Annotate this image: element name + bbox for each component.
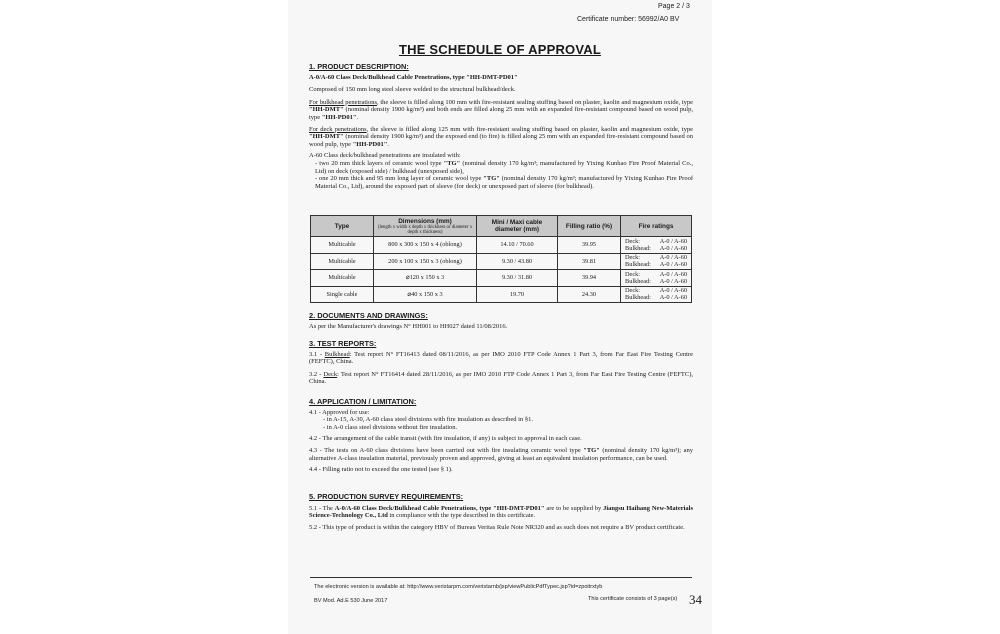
section-heading: 4. APPLICATION / LIMITATION: bbox=[309, 397, 417, 406]
section-heading: 3. TEST REPORTS: bbox=[309, 339, 377, 348]
inline-label: Bulkhead bbox=[324, 350, 350, 358]
cell-diameter: 9.30 / 31.80 bbox=[477, 270, 558, 287]
header-diameter: Mini / Maxi cable diameter (mm) bbox=[477, 216, 558, 237]
inline-text: 5.1 - The bbox=[309, 504, 335, 512]
header-fire-ratings: Fire ratings bbox=[621, 216, 692, 237]
inline-text: 4.3 - The tests on A-60 class divisions have been carried out with fire insulating ceramic wool type bbox=[309, 446, 584, 454]
fire-rating-deck bbox=[621, 254, 691, 261]
inline-bold: A-0/A-60 Class Deck/Bulkhead Cable Penetrations, type "HH-DMT-PD01" bbox=[334, 504, 545, 512]
section-test-reports bbox=[309, 340, 693, 386]
inline-label: For deck penetrations bbox=[309, 125, 367, 133]
rating-value: A-0 / A-60 bbox=[659, 237, 687, 245]
rating-value: A-0 / A-60 bbox=[659, 261, 687, 269]
rating-label: Deck: bbox=[625, 287, 641, 295]
inline-text: , the sleeve is filled along 100 mm with fire-resistant sealing stuffing based on plaster, kaolin and magnesium oxide, type bbox=[377, 98, 693, 106]
inline-text: , the sleeve is filled along 125 mm with fire-resistant sealing stuffing based on plaster, kaolin and magnesium oxide, type bbox=[366, 125, 693, 133]
insulation-item bbox=[309, 175, 693, 190]
footer-divider bbox=[310, 577, 692, 578]
header-dimensions-label: Dimensions (mm) bbox=[398, 217, 452, 225]
rating-value: A-0 / A-60 bbox=[659, 244, 687, 252]
bulkhead-paragraph bbox=[309, 99, 693, 122]
inline-text: 3.1 - bbox=[309, 350, 325, 358]
table-row bbox=[311, 270, 692, 287]
table-row bbox=[311, 286, 692, 303]
inline-text: (nominal density 170 kg/m³; manufactured by Yixing Kunhao Fire Proof Material Co., Ltd) on deck (exposed side) / bulkhead (unexposed side), bbox=[315, 159, 693, 175]
cell-fire-ratings bbox=[621, 286, 692, 303]
electronic-version-note: The electronic version is available at: http://www.veristarpm.com/veristarnb/jsp/viewPublicPdfTypec.jsp?id=zpoitrxtyb bbox=[314, 584, 603, 590]
cell-filling: 24.30 bbox=[558, 286, 621, 303]
cell-type: Multicable bbox=[311, 253, 374, 270]
document-title: THE SCHEDULE OF APPROVAL bbox=[399, 42, 601, 57]
inline-text: (nominal density 1900 kg/m³) and the exposed end (to fire) is filled along 25 mm with an expanded fire-resistant compound based on wood pulp, type bbox=[309, 133, 693, 148]
test-report-item bbox=[309, 351, 693, 366]
certificate-page bbox=[288, 0, 712, 634]
inline-text: are to be supplied by bbox=[544, 504, 604, 512]
product-subtitle: A-0/A-60 Class Deck/Bulkhead Cable Penetrations, type "HH-DMT-PD01" bbox=[309, 73, 518, 81]
rating-value: A-0 / A-60 bbox=[659, 254, 687, 262]
fire-rating-deck bbox=[621, 238, 691, 245]
rating-value: A-0 / A-60 bbox=[659, 294, 687, 302]
header-type: Type bbox=[311, 216, 374, 237]
cell-dimensions: 800 x 300 x 150 x 4 (oblong) bbox=[374, 237, 477, 254]
paragraph bbox=[309, 505, 693, 520]
inline-text: : Test report N° FT16413 dated 08/11/2016, as per IMO 2010 FTP Code Annex 1 Part 3, from Far East Fire Testing Centre (FEFTC), China. bbox=[309, 350, 693, 366]
paragraph: 4.4 - Filling ratio not to exceed the one tested (see § 1). bbox=[309, 466, 453, 474]
inline-text: (nominal density 170 kg/m³); any alternative A-class insulation material, previously proven and approved, giving at least an equivalent insulation performance, can be used. bbox=[309, 446, 693, 462]
header-dimensions-sub: (length x width x depth x thickness or diameter x depth x thickness) bbox=[377, 224, 473, 235]
table-row bbox=[311, 237, 692, 254]
cell-dimensions: ⌀40 x 150 x 3 bbox=[374, 286, 477, 303]
inline-bold: "HH-DMT" bbox=[309, 133, 344, 141]
rating-label: Bulkhead: bbox=[625, 294, 651, 302]
section-application bbox=[309, 398, 693, 474]
rating-label: Bulkhead: bbox=[625, 261, 651, 269]
paragraph: 4.2 - The arrangement of the cable transit (with fire insulation, if any) is subject to approval in each case. bbox=[309, 435, 582, 443]
fire-rating-bulkhead bbox=[621, 278, 691, 285]
cell-fire-ratings bbox=[621, 270, 692, 287]
section-production-survey bbox=[309, 493, 693, 531]
paragraph: 5.2 - This type of product is within the category HBV of Bureau Veritas Rule Note NR320 and as such does not require a BV product certificate. bbox=[309, 523, 685, 531]
insulation-intro: A-60 Class deck/bulkhead penetrations are insulated with: bbox=[309, 152, 461, 160]
inline-text: 3.2 - bbox=[309, 370, 324, 378]
rating-label: Deck: bbox=[625, 254, 641, 262]
inline-text: . bbox=[387, 140, 389, 148]
fire-rating-deck bbox=[621, 271, 691, 278]
section-heading: 2. DOCUMENTS AND DRAWINGS: bbox=[309, 311, 428, 320]
section-heading: 5. PRODUCTION SURVEY REQUIREMENTS: bbox=[309, 492, 464, 501]
inline-text: . bbox=[356, 113, 359, 121]
section-documents bbox=[309, 312, 693, 330]
approval-table bbox=[310, 215, 692, 303]
section-heading: 1. PRODUCT DESCRIPTION: bbox=[309, 62, 409, 71]
test-report-item bbox=[309, 371, 693, 386]
section-product-description bbox=[309, 63, 693, 190]
inline-text: in compliance with the type described in this certificate. bbox=[387, 512, 536, 520]
inline-bold: "TG" bbox=[583, 446, 600, 454]
cell-type: Multicable bbox=[311, 270, 374, 287]
cell-diameter: 14.10 / 70.60 bbox=[477, 237, 558, 254]
rating-value: A-0 / A-60 bbox=[659, 287, 687, 295]
fire-rating-deck bbox=[621, 287, 691, 294]
inline-bold: "HH-PD01" bbox=[321, 113, 357, 121]
cell-fire-ratings bbox=[621, 253, 692, 270]
cell-fire-ratings bbox=[621, 237, 692, 254]
page-count-note: This certificate consists of 3 page(s) bbox=[588, 596, 678, 602]
header-filling: Filling ratio (%) bbox=[558, 216, 621, 237]
inline-bold: "TG" bbox=[443, 159, 461, 167]
cell-filling: 39.95 bbox=[558, 237, 621, 254]
inline-bold: Jiangsu Haihang New-Materials Science-Technology Co., Ltd bbox=[309, 504, 694, 520]
inline-label: Deck bbox=[323, 370, 338, 378]
inline-text: (nominal density 1900 kg/m³) and both ends are filled along 25 mm with an expanded fire-resistant compound based on wood pulp, type bbox=[309, 106, 693, 121]
inline-bold: "HH-DMT" bbox=[309, 106, 344, 114]
cell-type: Single cable bbox=[311, 286, 374, 303]
cell-filling: 39.94 bbox=[558, 270, 621, 287]
paragraph bbox=[309, 447, 693, 462]
inline-text: - one 20 mm thick and 95 mm long layer of ceramic wool type bbox=[315, 175, 484, 183]
inline-label: For bulkhead penetrations bbox=[309, 98, 377, 106]
inline-bold: "TG" bbox=[483, 175, 500, 183]
header-dimensions bbox=[374, 216, 477, 237]
rating-label: Deck: bbox=[625, 270, 641, 278]
inline-text: (nominal density 170 kg/m³; manufactured by Yixing Kunhao Fire Proof Material Co., Ltd), around the exposed part of sleeve (for deck) or unexposed part of sleeve (for bulkhead). bbox=[315, 175, 694, 190]
list-item: - in A-0 class steel divisions without fire insulation. bbox=[323, 423, 458, 431]
certificate-number: Certificate number: 56992/A0 BV bbox=[577, 16, 680, 23]
paragraph: Composed of 150 mm long steel sleeve welded to the structural bulkhead/deck. bbox=[309, 86, 516, 94]
rating-label: Bulkhead: bbox=[625, 244, 651, 252]
inline-text: : Test report N° FT16414 dated 28/11/2016, as per IMO 2010 FTP Code Annex 1 Part 3, from Far East Fire Testing Centre (FEFTC), China. bbox=[309, 370, 693, 386]
paragraph: As per the Manufacturer's drawings N° HH001 to HH027 dated 11/08/2016. bbox=[309, 322, 508, 330]
rating-value: A-0 / A-60 bbox=[659, 277, 687, 285]
form-reference: BV Mod. Ad.E 530 June 2017 bbox=[314, 598, 388, 604]
cell-dimensions: ⌀120 x 150 x 3 bbox=[374, 270, 477, 287]
cell-dimensions: 200 x 100 x 150 x 3 (oblong) bbox=[374, 253, 477, 270]
cell-filling: 39.81 bbox=[558, 253, 621, 270]
inline-text: - two 20 mm thick layers of ceramic wool type bbox=[315, 159, 444, 167]
list-item: - in A-15, A-30, A-60 class steel divisions with fire insulation as described in §1. bbox=[323, 416, 533, 424]
page-indicator: Page 2 / 3 bbox=[658, 3, 690, 10]
fire-rating-bulkhead bbox=[621, 245, 691, 252]
deck-paragraph bbox=[309, 126, 693, 149]
inline-bold: "HH-PD01" bbox=[352, 140, 388, 148]
rating-label: Deck: bbox=[625, 237, 641, 245]
paragraph: 4.1 - Approved for use: bbox=[309, 408, 370, 416]
cell-type: Multicable bbox=[311, 237, 374, 254]
cell-diameter: 19.70 bbox=[477, 286, 558, 303]
table-header-row bbox=[311, 216, 692, 237]
insulation-item bbox=[309, 160, 693, 175]
table-row bbox=[311, 253, 692, 270]
rating-label: Bulkhead: bbox=[625, 277, 651, 285]
rating-value: A-0 / A-60 bbox=[659, 270, 687, 278]
cell-diameter: 9.30 / 43.80 bbox=[477, 253, 558, 270]
handwritten-page-number: 34 bbox=[689, 592, 702, 607]
fire-rating-bulkhead bbox=[621, 294, 691, 301]
fire-rating-bulkhead bbox=[621, 261, 691, 268]
